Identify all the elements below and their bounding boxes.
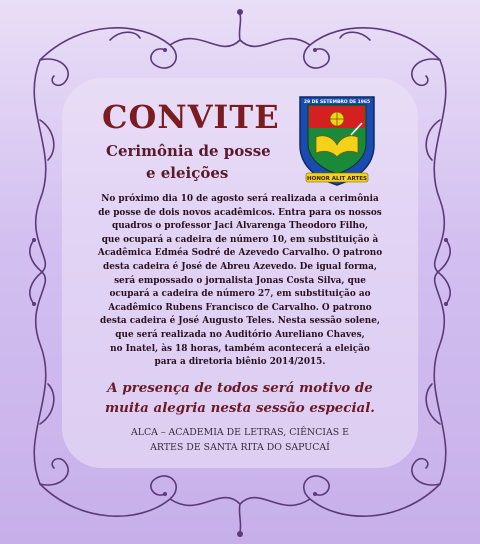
body-line: desta cadeira é José Augusto Teles. Nesta sessão solene, — [99, 316, 380, 327]
emblem-motto: HONOR ALIT ARTES — [307, 176, 367, 182]
footer-line-1: ALCA – ACADEMIA DE LETRAS, CIÊNCIAS E — [130, 427, 350, 438]
body-line: que será realizada no Auditório Aureliano Chaves, — [115, 329, 365, 340]
emblem-top-text: 29 DE SETEMBRO DE 1965 — [303, 100, 371, 105]
body-line: quadros o professor Jaci Alvarenga Theodoro Filho, — [112, 221, 368, 232]
body-line: Acadêmica Edméa Sodré de Azevedo Carvalho. O patrono — [97, 248, 383, 259]
footer-line-2: ARTES DE SANTA RITA DO SAPUCAÍ — [150, 442, 330, 453]
body-line: no Inatel, às 18 horas, também acontecerá a eleição — [110, 343, 370, 354]
body-line: de posse de dois novos acadêmicos. Entra para os nossos — [98, 207, 382, 218]
subtitle — [106, 140, 306, 184]
subtitle-line-1: Cerimônia de posse — [106, 142, 271, 160]
body-line: para a diretoria biênio 2014/2015. — [154, 357, 326, 368]
body-line: que ocupará a cadeira de número 10, em substituição à — [101, 234, 379, 245]
academy-coat-of-arms — [296, 93, 378, 187]
closing-line-1: A presença de todos será motivo de — [107, 380, 373, 396]
invitation-body — [76, 193, 404, 370]
body-line: será empossado o jornalista Jonas Costa Silva, que — [114, 275, 366, 286]
body-line: No próximo dia 10 de agosto será realizada a cerimônia — [101, 194, 379, 204]
academy-signature — [70, 425, 410, 455]
page-title: CONVITE — [102, 98, 280, 136]
subtitle-line-2: e eleições — [146, 164, 229, 182]
body-line: desta cadeira é José de Abreu Azevedo. De igual forma, — [102, 261, 377, 272]
closing-line-2: muita alegria nesta sessão especial. — [105, 400, 375, 416]
body-line: Acadêmico Rubens Francisco de Carvalho. O patrono — [108, 302, 372, 313]
closing-message — [70, 378, 410, 418]
body-line: ocupará a cadeira de número 27, em substituição ao — [109, 289, 371, 300]
